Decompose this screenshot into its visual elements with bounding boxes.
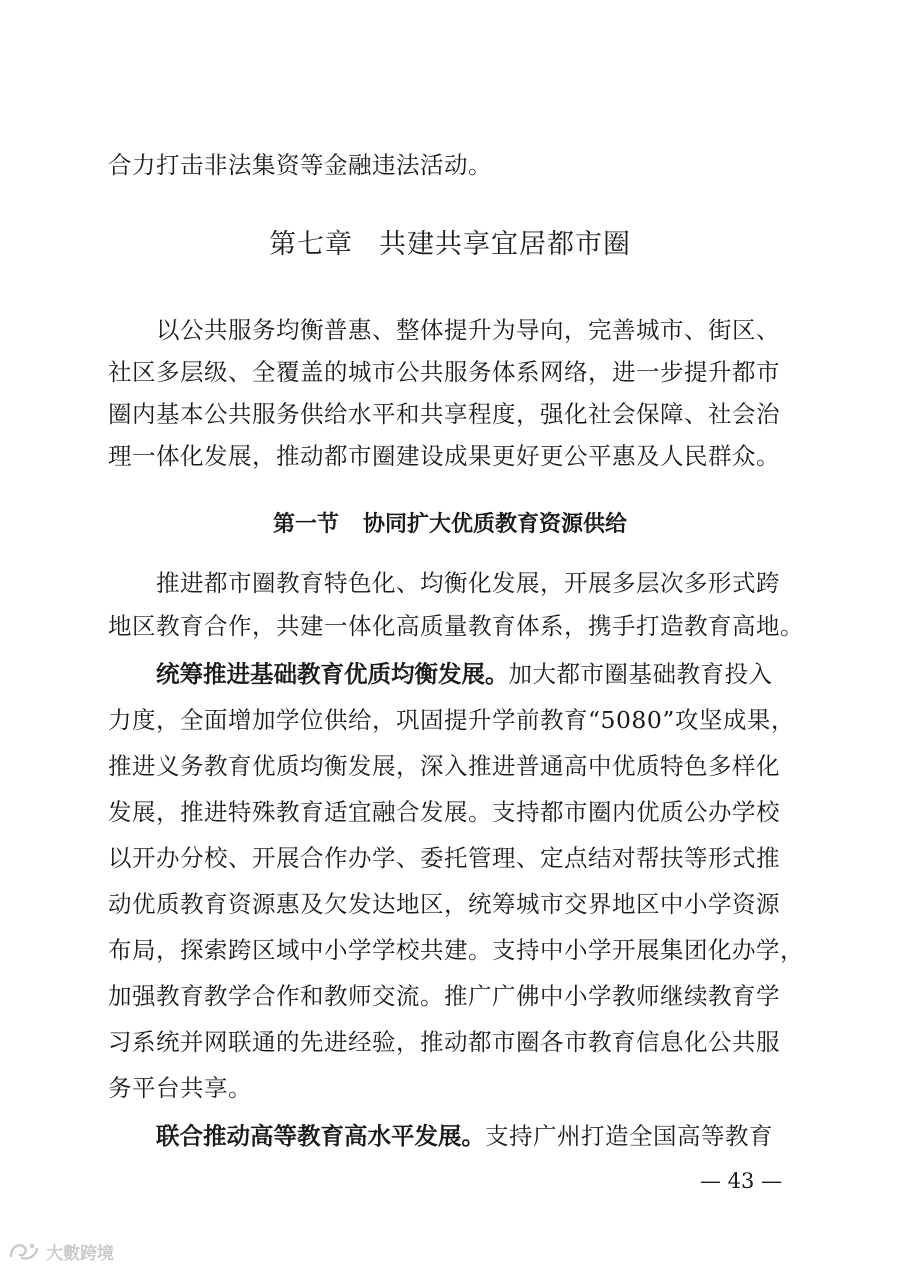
section-intro-line: 推进都市圈教育特色化、均衡化发展，开展多层次多形式跨 [156,569,780,597]
page-number: — 43 — [700,1169,783,1193]
section-number: 第一节 [272,512,339,537]
intro-line: 以公共服务均衡普惠、整体提升为导向，完善城市、街区、 [156,316,780,344]
paragraph-basic-line: 动优质教育资源惠及欠发达地区，统筹城市交界地区中小学资源 [108,890,780,918]
paragraph-basic-line: 务平台共享。 [108,1074,252,1102]
paragraph-basic-line: 发展，推进特殊教育适宜融合发展。支持都市圈内优质公办学校 [108,798,780,826]
chapter-heading [0,228,900,262]
paragraph-basic-line: 布局，探索跨区域中小学学校共建。支持中小学开展集团化办学， [108,936,804,964]
paragraph-higher-first-line [156,1121,796,1151]
continued-text-line: 合力打击非法集资等金融违法活动。 [108,151,492,179]
paragraph-higher-lead: 联合推动高等教育高水平发展。 [156,1122,485,1150]
paragraph-higher-first-rest: 支持广州打造全国高等教育 [485,1122,773,1150]
watermark-logo-icon [8,1240,40,1262]
intro-line: 理一体化发展，推动都市圈建设成果更好更公平惠及人民群众。 [108,442,780,470]
watermark-text: 大數跨境 [46,1243,114,1264]
paragraph-basic-line: 加强教育教学合作和教师交流。推广广佛中小学教师继续教育学 [108,982,780,1010]
watermark [8,1237,114,1265]
section-title: 协同扩大优质教育资源供给 [363,512,628,537]
section-intro-line: 地区教育合作，共建一体化高质量教育体系，携手打造教育高地。 [108,612,804,640]
chapter-number: 第七章 [269,229,353,260]
section-heading [0,510,900,540]
paragraph-basic-line: 力度，全面增加学位供给，巩固提升学前教育“5080”攻坚成果， [108,706,795,734]
paragraph-basic-line: 推进义务教育优质均衡发展，深入推进普通高中优质特色多样化 [108,752,780,780]
intro-line: 圈内基本公共服务供给水平和共享程度，强化社会保障、社会治 [108,400,780,428]
paragraph-basic-first-rest: 加大都市圈基础教育投入 [508,660,773,688]
paragraph-basic-line: 以开办分校、开展合作办学、委托管理、定点结对帮扶等形式推 [108,844,780,872]
intro-line: 社区多层级、全覆盖的城市公共服务体系网络，进一步提升都市 [108,358,780,386]
chapter-title: 共建共享宜居都市圈 [379,229,631,260]
paragraph-basic-lead: 统筹推进基础教育优质均衡发展。 [156,660,509,688]
paragraph-basic-line: 习系统并网联通的先进经验，推动都市圈各市教育信息化公共服 [108,1028,780,1056]
paragraph-basic-first-line [156,659,796,689]
